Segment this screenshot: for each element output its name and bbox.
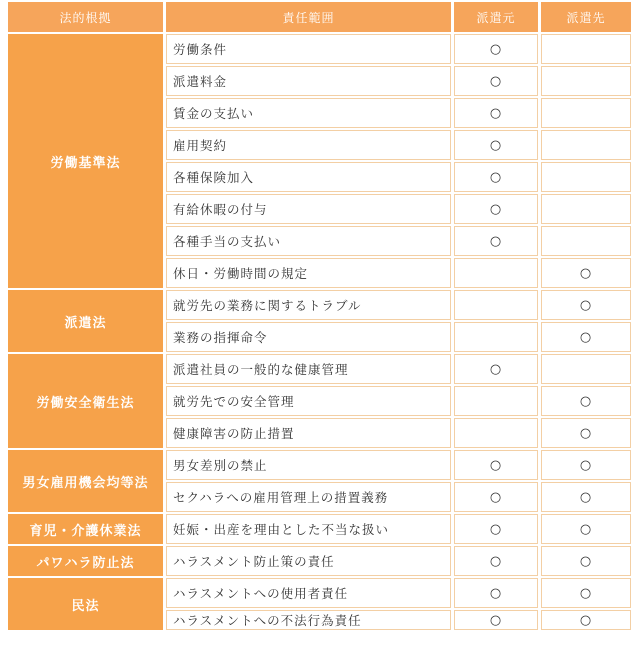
dispatcher-mark [454,322,538,352]
dispatcher-mark [454,258,538,288]
dispatcher-mark: ○ [454,226,538,256]
dispatcher-mark: ○ [454,546,538,576]
header-law: 法的根拠 [8,2,163,32]
client-mark: ○ [541,610,631,630]
scope-cell: 各種保険加入 [166,162,451,192]
scope-cell: 男女差別の禁止 [166,450,451,480]
scope-cell: 就労先での安全管理 [166,386,451,416]
client-mark: ○ [541,546,631,576]
scope-cell: 業務の指揮命令 [166,322,451,352]
client-mark: ○ [541,386,631,416]
dispatcher-mark: ○ [454,482,538,512]
dispatcher-mark: ○ [454,514,538,544]
scope-cell: 雇用契約 [166,130,451,160]
client-mark [541,162,631,192]
client-mark: ○ [541,482,631,512]
client-mark: ○ [541,258,631,288]
law-cell: 男女雇用機会均等法 [8,450,163,512]
dispatcher-mark [454,418,538,448]
dispatcher-mark: ○ [454,354,538,384]
dispatcher-mark: ○ [454,66,538,96]
scope-cell: セクハラへの雇用管理上の措置義務 [166,482,451,512]
client-mark: ○ [541,578,631,608]
scope-cell: 派遣社員の一般的な健康管理 [166,354,451,384]
dispatcher-mark: ○ [454,34,538,64]
dispatcher-mark: ○ [454,578,538,608]
scope-cell: ハラスメントへの不法行為責任 [166,610,451,630]
scope-cell: 各種手当の支払い [166,226,451,256]
law-cell: 労働基準法 [8,34,163,288]
dispatcher-mark [454,290,538,320]
scope-cell: 派遣料金 [166,66,451,96]
client-mark [541,98,631,128]
law-cell: 民法 [8,578,163,630]
client-mark [541,130,631,160]
dispatcher-mark: ○ [454,98,538,128]
scope-cell: ハラスメントへの使用者責任 [166,578,451,608]
client-mark: ○ [541,290,631,320]
scope-cell: 賃金の支払い [166,98,451,128]
client-mark: ○ [541,514,631,544]
client-mark [541,34,631,64]
dispatcher-mark: ○ [454,130,538,160]
law-cell: パワハラ防止法 [8,546,163,576]
header-dispatcher: 派遣元 [454,2,538,32]
scope-cell: 妊娠・出産を理由とした不当な扱い [166,514,451,544]
dispatcher-mark: ○ [454,450,538,480]
scope-cell: 労働条件 [166,34,451,64]
scope-cell: 健康障害の防止措置 [166,418,451,448]
client-mark: ○ [541,322,631,352]
scope-cell: 休日・労働時間の規定 [166,258,451,288]
client-mark: ○ [541,450,631,480]
header-scope: 責任範囲 [166,2,451,32]
scope-cell: ハラスメント防止策の責任 [166,546,451,576]
header-client: 派遣先 [541,2,631,32]
client-mark [541,66,631,96]
client-mark [541,194,631,224]
law-cell: 派遣法 [8,290,163,352]
dispatcher-mark: ○ [454,162,538,192]
scope-cell: 就労先の業務に関するトラブル [166,290,451,320]
client-mark: ○ [541,418,631,448]
responsibility-table [8,2,632,630]
client-mark [541,226,631,256]
law-cell: 労働安全衛生法 [8,354,163,448]
dispatcher-mark: ○ [454,610,538,630]
client-mark [541,354,631,384]
law-cell: 育児・介護休業法 [8,514,163,544]
dispatcher-mark [454,386,538,416]
scope-cell: 有給休暇の付与 [166,194,451,224]
dispatcher-mark: ○ [454,194,538,224]
